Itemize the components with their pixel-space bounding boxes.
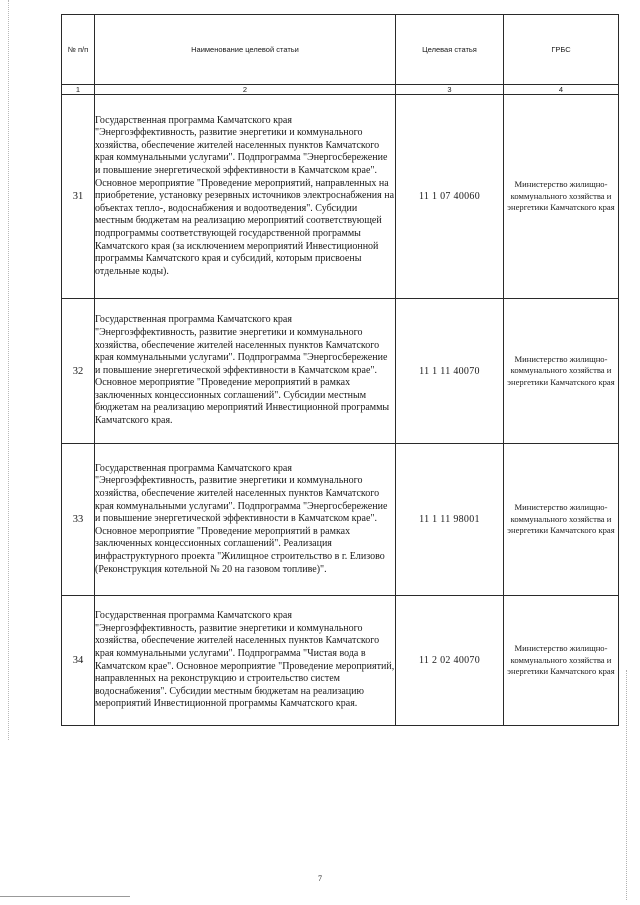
- grbs-name: Министерство жилищно-коммунального хозяйства и энергетики Камчатского края: [504, 299, 619, 444]
- article-name: Государственная программа Камчатского края "Энергоэффективность, развитие энергетики и коммунального хозяйства, обеспечение жителей населенных пунктов Камчатского края коммунальными услугами". Подпрограмма "Энергосбережение и повышение энергетической эффективности в Камчатском крае". Основное мероприятие "Проведение мероприятий в рамках заключенных концессионных соглашений". Субсидии местным бюджетам на реализацию мероприятий Инвестиционной программы Камчатского края.: [95, 299, 396, 444]
- header-name: Наименование целевой статьи: [95, 15, 396, 85]
- article-code: 11 1 07 40060: [396, 95, 504, 299]
- article-name: Государственная программа Камчатского края "Энергоэффективность, развитие энергетики и коммунального хозяйства, обеспечение жителей населенных пунктов Камчатского края коммунальными услугами". Подпрограмма "Чистая вода в Камчатском крае". Основное мероприятие "Проведение мероприятий, направленных на реконструкцию и строительство систем водоснабжения". Субсидии местным бюджетам на реализацию мероприятий Инвестиционной программы Камчатского края.: [95, 596, 396, 726]
- column-index: 4: [504, 85, 619, 95]
- article-code: 11 1 11 98001: [396, 444, 504, 596]
- row-number: 32: [62, 299, 95, 444]
- table-row: [62, 95, 619, 299]
- row-number: 33: [62, 444, 95, 596]
- column-index: 2: [95, 85, 396, 95]
- header-code: Целевая статья: [396, 15, 504, 85]
- column-index-row: [62, 85, 619, 95]
- row-number: 34: [62, 596, 95, 726]
- column-index: 1: [62, 85, 95, 95]
- grbs-name: Министерство жилищно-коммунального хозяйства и энергетики Камчатского края: [504, 596, 619, 726]
- column-index: 3: [396, 85, 504, 95]
- row-number: 31: [62, 95, 95, 299]
- table-row: [62, 444, 619, 596]
- article-code: 11 2 02 40070: [396, 596, 504, 726]
- target-articles-table: [61, 14, 619, 726]
- scan-margin-left: [8, 0, 13, 740]
- grbs-name: Министерство жилищно-коммунального хозяйства и энергетики Камчатского края: [504, 95, 619, 299]
- grbs-name: Министерство жилищно-коммунального хозяйства и энергетики Камчатского края: [504, 444, 619, 596]
- header-grbs: ГРБС: [504, 15, 619, 85]
- article-code: 11 1 11 40070: [396, 299, 504, 444]
- header-row: [62, 15, 619, 85]
- article-name: Государственная программа Камчатского края "Энергоэффективность, развитие энергетики и коммунального хозяйства, обеспечение жителей населенных пунктов Камчатского края коммунальными услугами". Подпрограмма "Энергосбережение и повышение энергетической эффективности в Камчатском крае". Основное мероприятие "Проведение мероприятий, направленных на приобретение, установку резервных источников электроснабжения на объектах тепло-, водоснабжения и водоотведения". Субсидии местным бюджетам на реализацию мероприятий соответствующей подпрограммы соответствующей государственной программы Камчатского края (за исключением мероприятий Инвестиционной программы Камчатского края и субсидий, которым присвоены отдельные коды).: [95, 95, 396, 299]
- article-name: Государственная программа Камчатского края "Энергоэффективность, развитие энергетики и коммунального хозяйства, обеспечение жителей населенных пунктов Камчатского края коммунальными услугами". Подпрограмма "Энергосбережение и повышение энергетической эффективности в Камчатском крае". Основное мероприятие "Проведение мероприятий в рамках заключенных концессионных соглашений". Реализация инфраструктурного проекта "Жилищное строительство в г. Елизово (Реконструкция котельной № 20 на газовом топливе)".: [95, 444, 396, 596]
- table-row: [62, 299, 619, 444]
- page-number: 7: [318, 874, 322, 883]
- header-number: № п/п: [62, 15, 95, 85]
- scan-margin-right: [626, 670, 631, 900]
- scan-edge-line: [0, 896, 130, 897]
- table-row: [62, 596, 619, 726]
